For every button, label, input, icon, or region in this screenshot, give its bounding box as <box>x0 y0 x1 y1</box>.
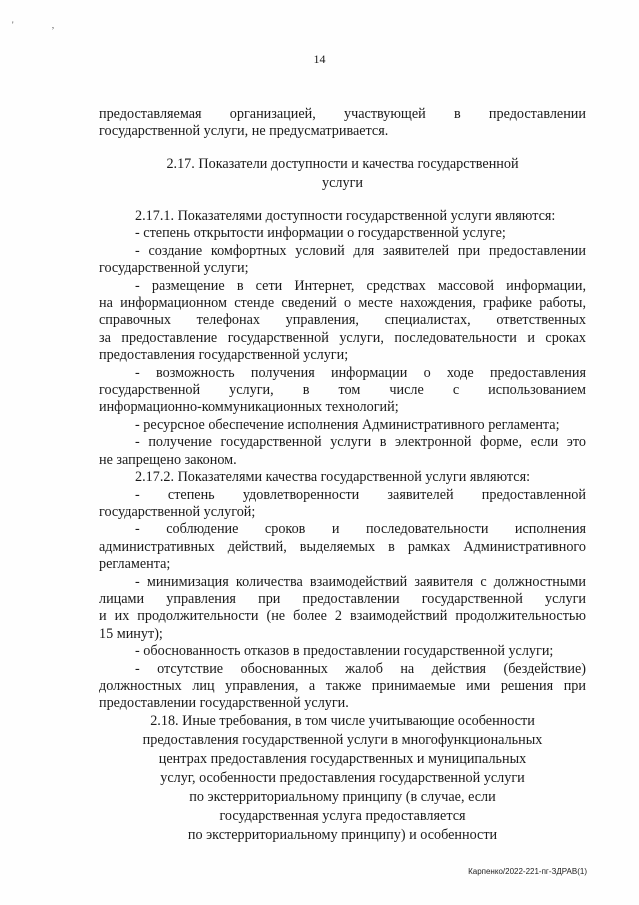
heading-line: 2.18. Иные требования, в том числе учитывающие особенности <box>150 713 535 729</box>
list-item-cont: предоставления государственной услуги; <box>99 347 349 364</box>
intro-line: государственной услуги, не предусматривается. <box>99 123 389 140</box>
list-item-cont: государственной услуги; <box>99 260 249 277</box>
scan-corner-marks: ' , <box>12 20 73 30</box>
list-item: - степень удовлетворенности заявителей предоставленной <box>135 486 586 503</box>
list-item: - получение государственной услуги в электронной форме, если это <box>135 434 586 451</box>
list-item: - создание комфортных условий для заявителей при предоставлении <box>135 242 586 259</box>
heading-line: по экстерриториальному принципу) и особенности <box>187 827 498 843</box>
section-2-17-body <box>99 208 586 713</box>
list-item: - степень открытости информации о государственной услуге; <box>135 225 506 242</box>
list-item: - ресурсное обеспечение исполнения Административного регламента; <box>135 416 560 433</box>
list-item: - минимизация количества взаимодействий заявителя с должностными <box>135 573 586 590</box>
list-item-cont: административных действий, выделяемых в рамках Административного <box>99 538 586 555</box>
section-heading-2-18 <box>99 712 586 845</box>
paragraph: 2.17.2. Показателями качества государственной услуги являются: <box>135 469 531 486</box>
list-item-cont: лицами управления при предоставлении государственной услуги <box>99 590 586 607</box>
list-item-cont: государственной услугой; <box>99 503 256 520</box>
heading-line: 2.17. Показатели доступности и качества государственной <box>166 156 519 172</box>
document-footer-code: Карпенко/2022-221-пг-ЗДРАВ(1) <box>468 867 587 876</box>
list-item: - соблюдение сроков и последовательности исполнения <box>135 521 586 538</box>
list-item-cont: должностных лиц управления, а также принимаемые ими решения при <box>99 677 586 694</box>
list-item-cont: государственной услуги, в том числе с использованием <box>99 382 586 399</box>
intro-paragraph <box>99 106 586 141</box>
heading-line: предоставления государственной услуги в многофункциональных <box>142 732 543 748</box>
list-item-cont: за предоставление государственной услуги, последовательности и сроках <box>99 329 586 346</box>
heading-line: услуги <box>322 175 363 191</box>
section-heading-2-17 <box>99 155 586 193</box>
list-item-cont: предоставлении государственной услуги. <box>99 695 349 712</box>
heading-line: услуг, особенности предоставления государственной услуги <box>160 770 525 786</box>
list-item: - отсутствие обоснованных жалоб на действия (бездействие) <box>135 660 586 677</box>
heading-line: по экстерриториальному принципу (в случае, если <box>189 789 496 805</box>
list-item-cont: 15 минут); <box>99 625 163 642</box>
list-item: - возможность получения информации о ходе предоставления <box>135 364 586 381</box>
paragraph: 2.17.1. Показателями доступности государственной услуги являются: <box>135 208 556 224</box>
heading-line: центрах предоставления государственных и муниципальных <box>158 751 527 767</box>
intro-line: предоставляемая организацией, участвующей в предоставлении <box>99 106 586 122</box>
list-item: - обоснованность отказов в предоставлении государственной услуги; <box>135 643 554 660</box>
heading-line: государственная услуга предоставляется <box>219 808 466 824</box>
list-item-cont: не запрещено законом. <box>99 451 237 468</box>
list-item-cont: и их продолжительности (не более 2 взаимодействий продолжительностью <box>99 608 586 625</box>
list-item-cont: регламента; <box>99 556 171 573</box>
list-item-cont: информационно-коммуникационных технологий; <box>99 399 399 416</box>
list-item: - размещение в сети Интернет, средствах массовой информации, <box>135 277 586 294</box>
page-number: 14 <box>313 52 326 66</box>
list-item-cont: на информационном стенде сведений о месте нахождения, графике работы, <box>99 295 586 312</box>
list-item-cont: справочных телефонах управления, специалистах, ответственных <box>99 312 586 329</box>
